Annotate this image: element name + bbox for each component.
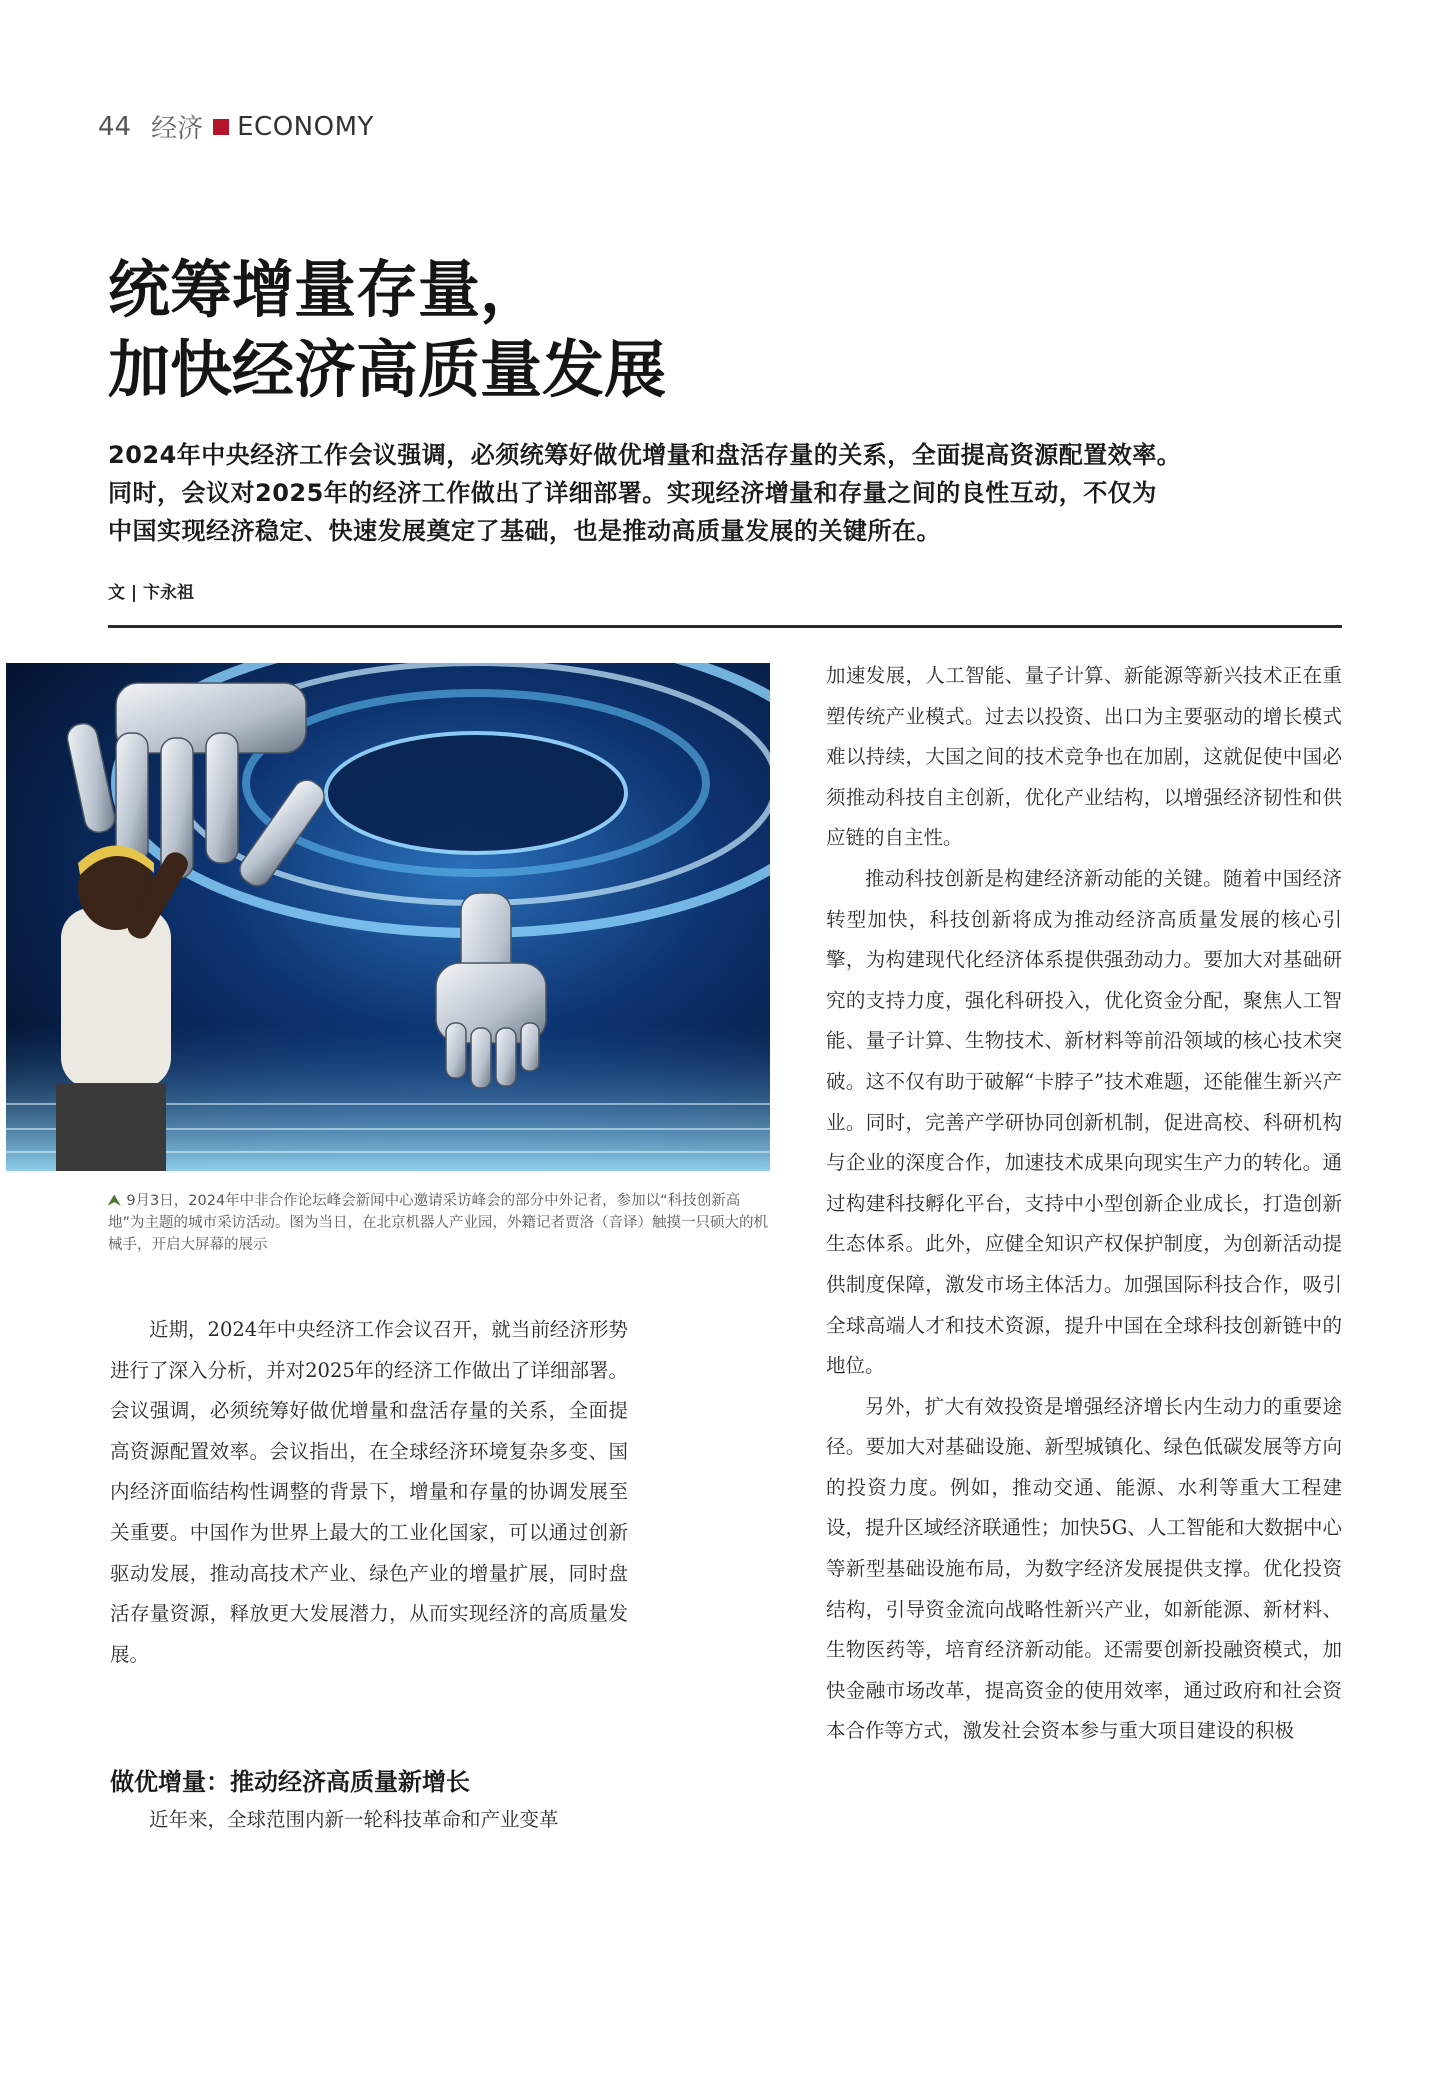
section-subhead: 做优增量：推动经济高质量新增长 [110, 1768, 470, 1796]
photo-caption [108, 1190, 768, 1256]
divider-rule [108, 625, 1342, 628]
page-header [98, 108, 374, 145]
left-column-continued [110, 1800, 628, 1841]
body-paragraph: 推动科技创新是构建经济新动能的关键。随着中国经济转型加快，科技创新将成为推动经济高质量发展的核心引擎，为构建现代化经济体系提供强劲动力。要加大对基础研究的支持力度，强化科研投入，优化资金分配，聚焦人工智能、量子计算、生物技术、新材料等前沿领域的核心技术突破。这不仅有助于破解“卡脖子”技术难题，还能催生新兴产业。同时，完善产学研协同创新机制，促进高校、科研机构与企业的深度合作，加速技术成果向现实生产力的转化。通过构建科技孵化平台，支持中小型创新企业成长，打造创新生态体系。此外，应健全知识产权保护制度，为创新活动提供制度保障，激发市场主体活力。加强国际科技合作，吸引全球高端人才和技术资源，提升中国在全球科技创新链中的地位。 [826, 866, 1342, 1378]
lead-line-3: 中国实现经济稳定、快速发展奠定了基础，也是推动高质量发展的关键所在。 [108, 517, 941, 545]
article-lead [108, 436, 1358, 550]
title-line-2: 加快经济高质量发展 [108, 333, 667, 406]
page-number: 44 [98, 111, 132, 142]
body-paragraph: 近期，2024年中央经济工作会议召开，就当前经济形势进行了深入分析，并对2025年的经济工作做出了详细部署。会议强调，必须统筹好做优增量和盘活存量的关系，全面提高资源配置效率。会议指出，在全球经济环境复杂多变、国内经济面临结构性调整的背景下，增量和存量的协调发展至关重要。中国作为世界上最大的工业化国家，可以通过创新驱动发展，推动高技术产业、绿色产业的增量扩展，同时盘活存量资源，释放更大发展潜力，从而实现经济的高质量发展。 [110, 1318, 628, 1666]
robot-hand-photo-illustration [6, 663, 770, 1171]
body-paragraph-continued: 加速发展，人工智能、量子计算、新能源等新兴技术正在重塑传统产业模式。过去以投资、出口为主要驱动的增长模式难以持续，大国之间的技术竞争也在加剧，这就促使中国必须推动科技自主创新，优化产业结构，以增强经济韧性和供应链的自主性。 [826, 664, 1342, 850]
lead-line-1: 2024年中央经济工作会议强调，必须统筹好做优增量和盘活存量的关系，全面提高资源配置效率。 [108, 441, 1182, 469]
caption-arrow-icon: ⮝ [108, 1193, 121, 1209]
body-paragraph: 近年来，全球范围内新一轮科技革命和产业变革 [149, 1808, 559, 1831]
byline: 文 | 卞永祖 [108, 583, 195, 603]
section-name-en: ECONOMY [237, 111, 374, 142]
title-line-1: 统筹增量存量， [108, 253, 543, 326]
article-title [108, 250, 1108, 410]
right-column [826, 656, 1342, 1752]
section-marker-square [213, 119, 229, 135]
left-column [110, 1310, 628, 1675]
body-paragraph: 另外，扩大有效投资是增强经济增长内生动力的重要途径。要加大对基础设施、新型城镇化、绿色低碳发展等方向的投资力度。例如，推动交通、能源、水利等重大工程建设，提升区域经济联通性；加快5G、人工智能和大数据中心等新型基础设施布局，为数字经济发展提供支撑。优化投资结构，引导资金流向战略性新兴产业，如新能源、新材料、生物医药等，培育经济新动能。还需要创新投融资模式，加快金融市场改革，提高资金的使用效率，通过政府和社会资本合作等方式，激发社会资本参与重大项目建设的积极 [826, 1394, 1342, 1743]
section-name-cn: 经济 [151, 114, 204, 144]
article-photo [6, 663, 770, 1171]
caption-text: 9月3日，2024年中非合作论坛峰会新闻中心邀请采访峰会的部分中外记者，参加以“科技创新高地”为主题的城市采访活动。图为当日，在北京机器人产业园，外籍记者贾洛（音译）触摸一只硕大的机械手，开启大屏幕的展示 [108, 1193, 769, 1253]
lead-line-2: 同时，会议对2025年的经济工作做出了详细部署。实现经济增量和存量之间的良性互动，不仅为 [108, 479, 1157, 507]
